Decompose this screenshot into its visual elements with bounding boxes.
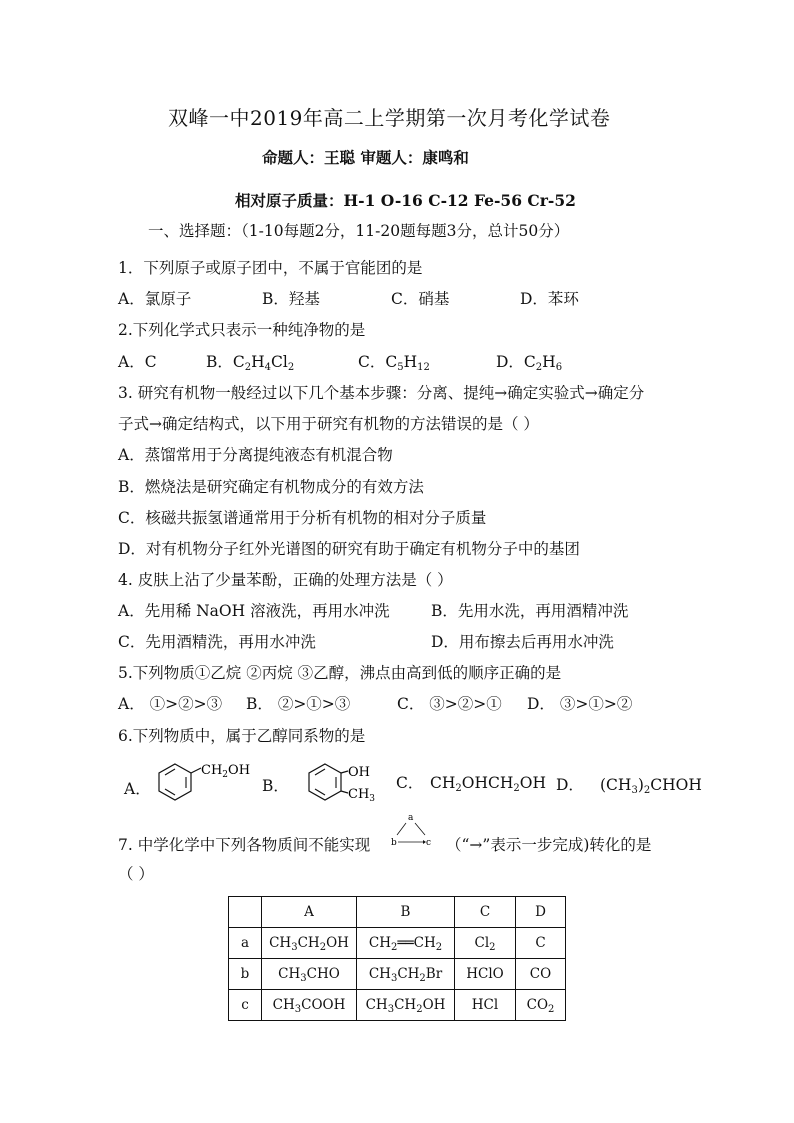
q2-option-d: D．$C_2H_6$ (496, 353, 563, 373)
question-5-stem: 5.下列物质①乙烷 ②丙烷 ③乙醇，沸点由高到低的顺序正确的是 (118, 664, 562, 682)
atomic-mass-line: 相对原子质量：H-1 O-16 C-12 Fe-56 Cr-52 (235, 191, 576, 210)
svg-text:c: c (426, 838, 432, 848)
q1-option-b: B．羟基 (262, 290, 320, 308)
q5-option-c: C． ③>②>① (397, 695, 502, 713)
question-7-answer-paren: （ ） (118, 865, 154, 883)
q5-option-b: B． ②>①>③ (246, 695, 351, 713)
table-cell: $CH_2══CH_2$ (357, 928, 455, 959)
question-4-stem: 4. 皮肤上沾了少量苯酚，正确的处理方法是（ ） (118, 571, 453, 589)
table-cell: HCl (455, 990, 516, 1021)
table-header-row (229, 897, 566, 928)
question-3-stem-line1: 3. 研究有机物一般经过以下几个基本步骤：分离、提纯→确定实验式→确定分 (118, 384, 645, 402)
q1-option-d: D．苯环 (520, 290, 579, 308)
table-header-cell: C (455, 897, 516, 928)
svg-text:OH: OH (348, 765, 370, 780)
table-cell: $CH_3CH_2OH$ (357, 990, 455, 1021)
q6-option-b-label: B． (262, 777, 289, 795)
q6-option-a-label: A． (124, 780, 151, 798)
row-label: b (229, 959, 262, 990)
q6-option-c-formula: $CH_2OHCH_2OH$ (430, 774, 546, 794)
q3-option-d: D．对有机物分子红外光谱图的研究有助于确定有机物分子中的基团 (118, 540, 580, 558)
table-cell: $Cl_2$ (455, 928, 516, 959)
table-row (229, 928, 566, 959)
q2-option-a: A．C (118, 353, 157, 371)
q4-option-d: D．用布擦去后再用水冲洗 (431, 633, 614, 651)
q1-option-c: C．硝基 (391, 290, 450, 308)
svg-text:CH3: $CH_3$ (348, 787, 376, 804)
benzyl-alcohol-structure (155, 760, 251, 806)
question-7-stem-end: （“→”表示一步完成)转化的是 (446, 836, 652, 854)
q3-option-a: A．蒸馏常用于分离提纯液态有机混合物 (118, 446, 393, 464)
q7-options-table (228, 896, 566, 1021)
row-label: c (229, 990, 262, 1021)
q4-option-b: B．先用水洗，再用酒精冲洗 (431, 602, 629, 620)
question-6-stem: 6.下列物质中，属于乙醇同系物的是 (118, 727, 366, 745)
q5-option-a: A． ①>②>③ (118, 695, 223, 713)
table-cell: $CH_3COOH$ (262, 990, 357, 1021)
q4-option-a: A．先用稀 NaOH 溶液洗，再用水冲洗 (118, 602, 390, 620)
table-cell: $CO_2$ (516, 990, 566, 1021)
table-header-cell: B (357, 897, 455, 928)
q6-option-d-formula: $(CH_3)_2CHOH$ (600, 776, 702, 796)
svg-text:CH2OH: $CH_2OH$ (201, 763, 251, 780)
table-cell: HClO (455, 959, 516, 990)
q4-option-c: C．先用酒精洗，再用水冲洗 (118, 633, 316, 651)
q2-option-b: B．$C_2H_4Cl_2$ (206, 353, 295, 373)
question-1-stem: 1．下列原子或原子团中，不属于官能团的是 (118, 259, 423, 277)
q3-option-b: B．燃烧法是研究确定有机物成分的有效方法 (118, 478, 424, 496)
table-row (229, 990, 566, 1021)
question-7-stem-start: 7. 中学化学中下列各物质间不能实现 (118, 836, 371, 854)
row-label: a (229, 928, 262, 959)
question-3-stem-line2: 子式→确定结构式，以下用于研究有机物的方法错误的是（ ） (118, 415, 539, 433)
svg-text:b: b (391, 838, 397, 848)
exam-title: 双峰一中2019年高二上学期第一次月考化学试卷 (168, 106, 611, 130)
svg-text:a: a (408, 813, 414, 823)
authors-line: 命题人：王聪 审题人：康鸣和 (262, 148, 469, 167)
q3-option-c: C．核磁共振氢谱通常用于分析有机物的相对分子质量 (118, 509, 487, 527)
section-heading: 一、选择题：（1-10每题2分，11-20题每题3分，总计50分） (148, 222, 570, 240)
question-2-stem: 2.下列化学式只表示一种纯净物的是 (118, 321, 366, 339)
q5-option-d: D． ③>①>② (527, 695, 633, 713)
table-header-cell: A (262, 897, 357, 928)
conversion-cycle-diagram (388, 810, 434, 850)
q2-option-c: C．$C_5H_{12}$ (358, 353, 430, 373)
table-cell: CO (516, 959, 566, 990)
table-cell: $CH_3CH_2Br$ (357, 959, 455, 990)
q6-option-d-label: D． (556, 776, 584, 794)
q6-option-c-label: C． (396, 774, 424, 792)
table-header-cell: D (516, 897, 566, 928)
table-row (229, 959, 566, 990)
q1-option-a: A．氯原子 (118, 290, 192, 308)
table-cell: $CH_3CHO$ (262, 959, 357, 990)
table-cell: $CH_3CH_2OH$ (262, 928, 357, 959)
ortho-cresol-structure (305, 760, 385, 806)
table-header-cell (229, 897, 262, 928)
table-cell: C (516, 928, 566, 959)
